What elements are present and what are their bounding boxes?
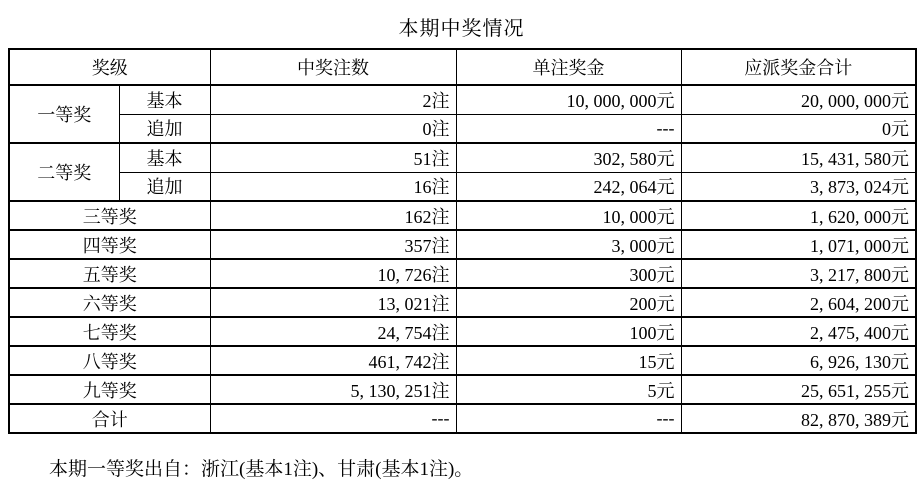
- prize-level-cell: 合计: [9, 404, 210, 433]
- table-row: [9, 230, 916, 259]
- sub-type-cell: 追加: [119, 172, 210, 201]
- total-prize-cell: 1, 071, 000元: [681, 230, 916, 259]
- table-row: [9, 172, 916, 201]
- table-row: [9, 259, 916, 288]
- header-prize-level: 奖级: [9, 49, 210, 85]
- single-prize-cell: 15元: [456, 346, 681, 375]
- table-row: [9, 85, 916, 114]
- single-prize-cell: 5元: [456, 375, 681, 404]
- table-row: [9, 114, 916, 143]
- count-cell: 13, 021注: [210, 288, 456, 317]
- count-cell: ---: [210, 404, 456, 433]
- count-cell: 24, 754注: [210, 317, 456, 346]
- single-prize-cell: 300元: [456, 259, 681, 288]
- prize-level-cell: 六等奖: [9, 288, 210, 317]
- single-prize-cell: 100元: [456, 317, 681, 346]
- count-cell: 0注: [210, 114, 456, 143]
- header-total-prize: 应派奖金合计: [681, 49, 916, 85]
- count-cell: 10, 726注: [210, 259, 456, 288]
- table-row: [9, 201, 916, 230]
- count-cell: 16注: [210, 172, 456, 201]
- single-prize-cell: 242, 064元: [456, 172, 681, 201]
- sub-type-cell: 基本: [119, 85, 210, 114]
- single-prize-cell: 3, 000元: [456, 230, 681, 259]
- count-cell: 162注: [210, 201, 456, 230]
- prize-level-cell: 七等奖: [9, 317, 210, 346]
- table-header-row: [9, 49, 916, 85]
- header-winning-count: 中奖注数: [210, 49, 456, 85]
- total-prize-cell: 15, 431, 580元: [681, 143, 916, 172]
- total-prize-cell: 2, 604, 200元: [681, 288, 916, 317]
- single-prize-cell: 302, 580元: [456, 143, 681, 172]
- total-prize-cell: 25, 651, 255元: [681, 375, 916, 404]
- single-prize-cell: ---: [456, 114, 681, 143]
- total-prize-cell: 3, 217, 800元: [681, 259, 916, 288]
- total-prize-cell: 20, 000, 000元: [681, 85, 916, 114]
- first-prize-origin-note: 本期一等奖出自：浙江(基本1注)、甘肃(基本1注)。: [49, 459, 474, 480]
- single-prize-cell: ---: [456, 404, 681, 433]
- table-row: [9, 317, 916, 346]
- prize-table: [8, 48, 917, 434]
- sub-type-cell: 追加: [119, 114, 210, 143]
- single-prize-cell: 200元: [456, 288, 681, 317]
- table-row-total: [9, 404, 916, 433]
- prize-level-cell: 五等奖: [9, 259, 210, 288]
- total-prize-cell: 82, 870, 389元: [681, 404, 916, 433]
- prize-level-cell: 九等奖: [9, 375, 210, 404]
- table-row: [9, 288, 916, 317]
- header-single-prize: 单注奖金: [456, 49, 681, 85]
- total-prize-cell: 1, 620, 000元: [681, 201, 916, 230]
- prize-level-cell: 一等奖: [9, 85, 119, 143]
- count-cell: 461, 742注: [210, 346, 456, 375]
- total-prize-cell: 2, 475, 400元: [681, 317, 916, 346]
- prize-level-cell: 二等奖: [9, 143, 119, 201]
- single-prize-cell: 10, 000, 000元: [456, 85, 681, 114]
- prize-level-cell: 三等奖: [9, 201, 210, 230]
- sub-type-cell: 基本: [119, 143, 210, 172]
- count-cell: 5, 130, 251注: [210, 375, 456, 404]
- table-row: [9, 375, 916, 404]
- count-cell: 357注: [210, 230, 456, 259]
- page-title: 本期中奖情况: [398, 18, 525, 40]
- total-prize-cell: 0元: [681, 114, 916, 143]
- prize-level-cell: 八等奖: [9, 346, 210, 375]
- total-prize-cell: 3, 873, 024元: [681, 172, 916, 201]
- total-prize-cell: 6, 926, 130元: [681, 346, 916, 375]
- table-row: [9, 346, 916, 375]
- prize-level-cell: 四等奖: [9, 230, 210, 259]
- count-cell: 2注: [210, 85, 456, 114]
- count-cell: 51注: [210, 143, 456, 172]
- single-prize-cell: 10, 000元: [456, 201, 681, 230]
- table-row: [9, 143, 916, 172]
